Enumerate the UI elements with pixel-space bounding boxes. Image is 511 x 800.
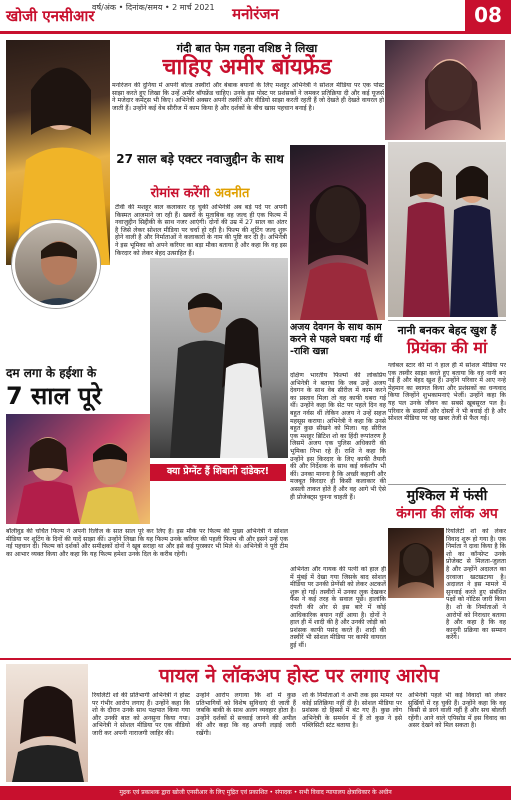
story2-inset-photo bbox=[12, 220, 100, 308]
story1-body: मनोरंजन की दुनिया में अपनी बोल्ड तस्वीरों और बेबाक बयानों के लिए मशहूर अभिनेत्री ने सोशल मीडिया पर एक पोस्ट साझा करते हुए लिखा कि उन्हें अमीर बॉयफ्रेंड चाहिए। उनके इस पोस्ट पर प्रशंसकों ने जमकर प्रतिक्रिया दी और कई यूजर्स ने मजेदार कमेंट्स भी किए। अभिनेत्री अक्सर अपनी तस्वीरें और वीडियो साझा करती रहती हैं जो देखते ही देखते वायरल हो जाती हैं। उन्होंने कई वेब सीरीज में काम किया है और दर्शकों के बीच खास पहचान बनाई है। bbox=[112, 82, 384, 112]
story2-headline bbox=[115, 186, 285, 202]
story2-headline-a: रोमांस करेंगी bbox=[150, 186, 210, 201]
story6-body: बॉलीवुड की चर्चित फिल्म ने अपनी रिलीज के सात साल पूरे कर लिए हैं। इस मौके पर फिल्म की मुख्य अभिनेत्री ने सोशल मीडिया पर शूटिंग के दिनों की यादें साझा कीं। उन्होंने लिखा कि यह फिल्म उनके करियर की पहली फिल्म थी और इसने उन्हें एक नई पहचान दी। फिल्म को दर्शकों और समीक्षकों दोनों ने खूब सराहा था और इसे कई पुरस्कार भी मिले थे। अभिनेत्री ने पूरी टीम का आभार व्यक्त किया और कहा कि यह फिल्म हमेशा उनके दिल के करीब रहेगी। bbox=[6, 528, 288, 558]
story3-headline: अजय देवगन के साथ काम करने से पहले घबरा गई थीं -राशि खन्ना bbox=[290, 322, 383, 357]
story6-headline-red: 7 साल पूरे bbox=[6, 382, 102, 410]
story8-top-rule bbox=[0, 658, 511, 660]
brand-logo: खोजी एनसीआर bbox=[6, 7, 95, 25]
story7-photo bbox=[150, 258, 288, 458]
story3-photo bbox=[290, 145, 385, 320]
story4-body: ग्लोबल स्टार की मां ने हाल ही में सोशल मीडिया पर एक तस्वीर साझा करते हुए बताया कि वह नानी बन गई हैं और बेहद खुश हैं। उन्होंने परिवार में आए नन्हे मेहमान का स्वागत किया और प्रशंसकों का धन्यवाद किया जिन्होंने शुभकामनाएं भेजीं। उन्होंने कहा कि यह पल उनके जीवन का सबसे खूबसूरत पल है। परिवार के सदस्यों और दोस्तों ने भी बधाई दी है और सोशल मीडिया पर यह खबर तेजी से फैल गई। bbox=[388, 362, 506, 423]
story8-col4: अभिनेत्री पहले भी कई विवादों को लेकर सुर्खियों में रह चुकी हैं। उन्होंने कहा कि वह किसी से डरने वाली नहीं हैं और सच बोलती रहेंगी। आने वाले एपिसोड में इस विवाद का असर देखने को मिल सकता है। bbox=[408, 692, 506, 730]
story2-headline-b: अवनीत bbox=[214, 186, 250, 201]
story4-headline-red: प्रियंका की मां bbox=[406, 338, 488, 357]
section-title: मनोरंजन bbox=[232, 5, 279, 23]
date-line: वर्ष/अंक • दिनांक/समय • 2 मार्च 2021 bbox=[92, 3, 215, 12]
story2-kicker: 27 साल बड़े एक्टर नवाजुद्दीन के साथ bbox=[116, 152, 284, 166]
story1-kicker: गंदी बात फेम गहना वशिष्ठ ने लिखा bbox=[176, 42, 318, 55]
story4-headline: नानी बनकर बेहद खुश हैं bbox=[397, 324, 497, 337]
story5-photo bbox=[388, 528, 444, 598]
page-number: 08 bbox=[465, 0, 511, 31]
story7-body: अभिनेता और गायक की पत्नी को हाल ही में मुंबई में देखा गया जिसके बाद सोशल मीडिया पर उनकी प्रेग्नेंसी को लेकर अटकलें शुरू हो गईं। तस्वीरों में उनका लुक देखकर फैंस ने कई तरह के सवाल पूछे। हालांकि दंपती की ओर से इस बारे में कोई आधिकारिक बयान नहीं आया है। दोनों ने हाल ही में शादी की है और उनकी जोड़ी को प्रशंसक काफी पसंद करते हैं। शादी की तस्वीरें भी सोशल मीडिया पर काफी वायरल हुई थीं। bbox=[290, 566, 386, 649]
story5-headline-red: कंगना की लॉक अप bbox=[396, 506, 498, 522]
footer-imprint: मुद्रक एवं प्रकाशक द्वारा खोजी एनसीआर के लिए मुद्रित एवं प्रकाशित • संपादक • सभी विवाद न्यायालय क्षेत्राधिकार के अधीन bbox=[0, 786, 511, 800]
story4-rule bbox=[388, 320, 506, 321]
story1-inset-photo bbox=[385, 40, 505, 140]
story8-col1: रियलिटी शो की प्रतिभागी अभिनेत्री ने होस्ट पर गंभीर आरोप लगाए हैं। उन्होंने कहा कि शो के दौरान उनके साथ पक्षपात किया गया और उनकी बात को अनसुना किया गया। अभिनेत्री ने सोशल मीडिया पर एक वीडियो जारी कर अपनी नाराजगी जाहिर की। bbox=[92, 692, 190, 737]
story8-col3: शो के निर्माताओं ने अभी तक इस मामले पर कोई प्रतिक्रिया नहीं दी है। सोशल मीडिया पर प्रशंसक दो हिस्सों में बंट गए हैं। कुछ लोग अभिनेत्री के समर्थन में हैं तो कुछ ने इसे पब्लिसिटी स्टंट बताया है। bbox=[302, 692, 402, 730]
story6-photo bbox=[6, 414, 150, 524]
story8-col2: उन्होंने आरोप लगाया कि शो में कुछ प्रतिभागियों को विशेष सुविधाएं दी जाती हैं जबकि बाकी के साथ अलग व्यवहार होता है। उन्होंने दर्शकों से सच्चाई जानने की अपील की और कहा कि वह अपनी लड़ाई जारी रखेंगी। bbox=[196, 692, 296, 737]
masthead bbox=[0, 0, 511, 34]
story5-rule bbox=[388, 484, 506, 485]
story5-headline: मुश्किल में फंसी bbox=[406, 488, 488, 504]
story2-body: टीवी की मशहूर बाल कलाकार रह चुकी अभिनेत्री अब बड़े पर्दे पर अपनी किस्मत आजमाने जा रही हैं। खबरों के मुताबिक वह जल्द ही एक फिल्म में नवाजुद्दीन सिद्दीकी के साथ नजर आएंगी। दोनों की उम्र में 27 साल का अंतर है जिसे लेकर सोशल मीडिया पर चर्चा हो रही है। फिल्म की शूटिंग जल्द शुरू होने वाली है और निर्माताओं ने कलाकारों के नाम की पुष्टि कर दी है। अभिनेत्री ने इस भूमिका को अपने करियर का बड़ा मौका बताया है और कहा कि वह इस किरदार को लेकर बेहद उत्साहित हैं। bbox=[115, 204, 287, 257]
story5-body: रियलिटी शो को लेकर विवाद शुरू हो गया है। एक निर्माता ने दावा किया है कि शो का कॉन्सेप्ट उनके प्रोजेक्ट से मिलता-जुलता है और उन्होंने अदालत का दरवाजा खटखटाया है। अदालत ने इस मामले में सुनवाई करते हुए संबंधित पक्षों को नोटिस जारी किया है। शो के निर्माताओं ने आरोपों को निराधार बताया है और कहा है कि वह कानूनी प्रक्रिया का सम्मान करेंगे। bbox=[446, 528, 506, 642]
story8-headline: पायल ने लॉकअप होस्ट पर लगाए आरोप bbox=[158, 665, 439, 687]
story6-headline: दम लगा के हईशा के bbox=[6, 366, 97, 380]
story3-body: दक्षिण भारतीय फिल्मों की लोकप्रिय अभिनेत्री ने बताया कि जब उन्हें अजय देवगन के साथ वेब सीरीज में काम करने का प्रस्ताव मिला तो वह काफी घबरा गई थीं। उन्होंने कहा कि सेट पर पहले दिन वह बहुत नर्वस थीं लेकिन अजय ने उन्हें सहज महसूस कराया। अभिनेत्री ने कहा कि उनसे बहुत कुछ सीखने को मिला। यह सीरीज एक मशहूर ब्रिटिश शो का हिंदी रूपांतरण है जिसमें अजय एक पुलिस अधिकारी की भूमिका निभा रहे हैं। राशि ने कहा कि उन्होंने इस किरदार के लिए काफी तैयारी की और निर्देशक के साथ कई वर्कशॉप भी कीं। उनका मानना है कि अच्छी कहानी और मजबूत किरदार ही किसी कलाकार की असली ताकत होते हैं और वह आगे भी ऐसे ही प्रोजेक्ट्स चुनना चाहती हैं। bbox=[290, 372, 386, 501]
story7-ribbon: क्या प्रेग्नेंट हैं शिबानी दांडेकर! bbox=[150, 464, 286, 481]
story1-headline: चाहिए अमीर बॉयफ्रेंड bbox=[162, 55, 332, 80]
story4-photo bbox=[388, 142, 506, 317]
story8-photo bbox=[6, 664, 88, 782]
